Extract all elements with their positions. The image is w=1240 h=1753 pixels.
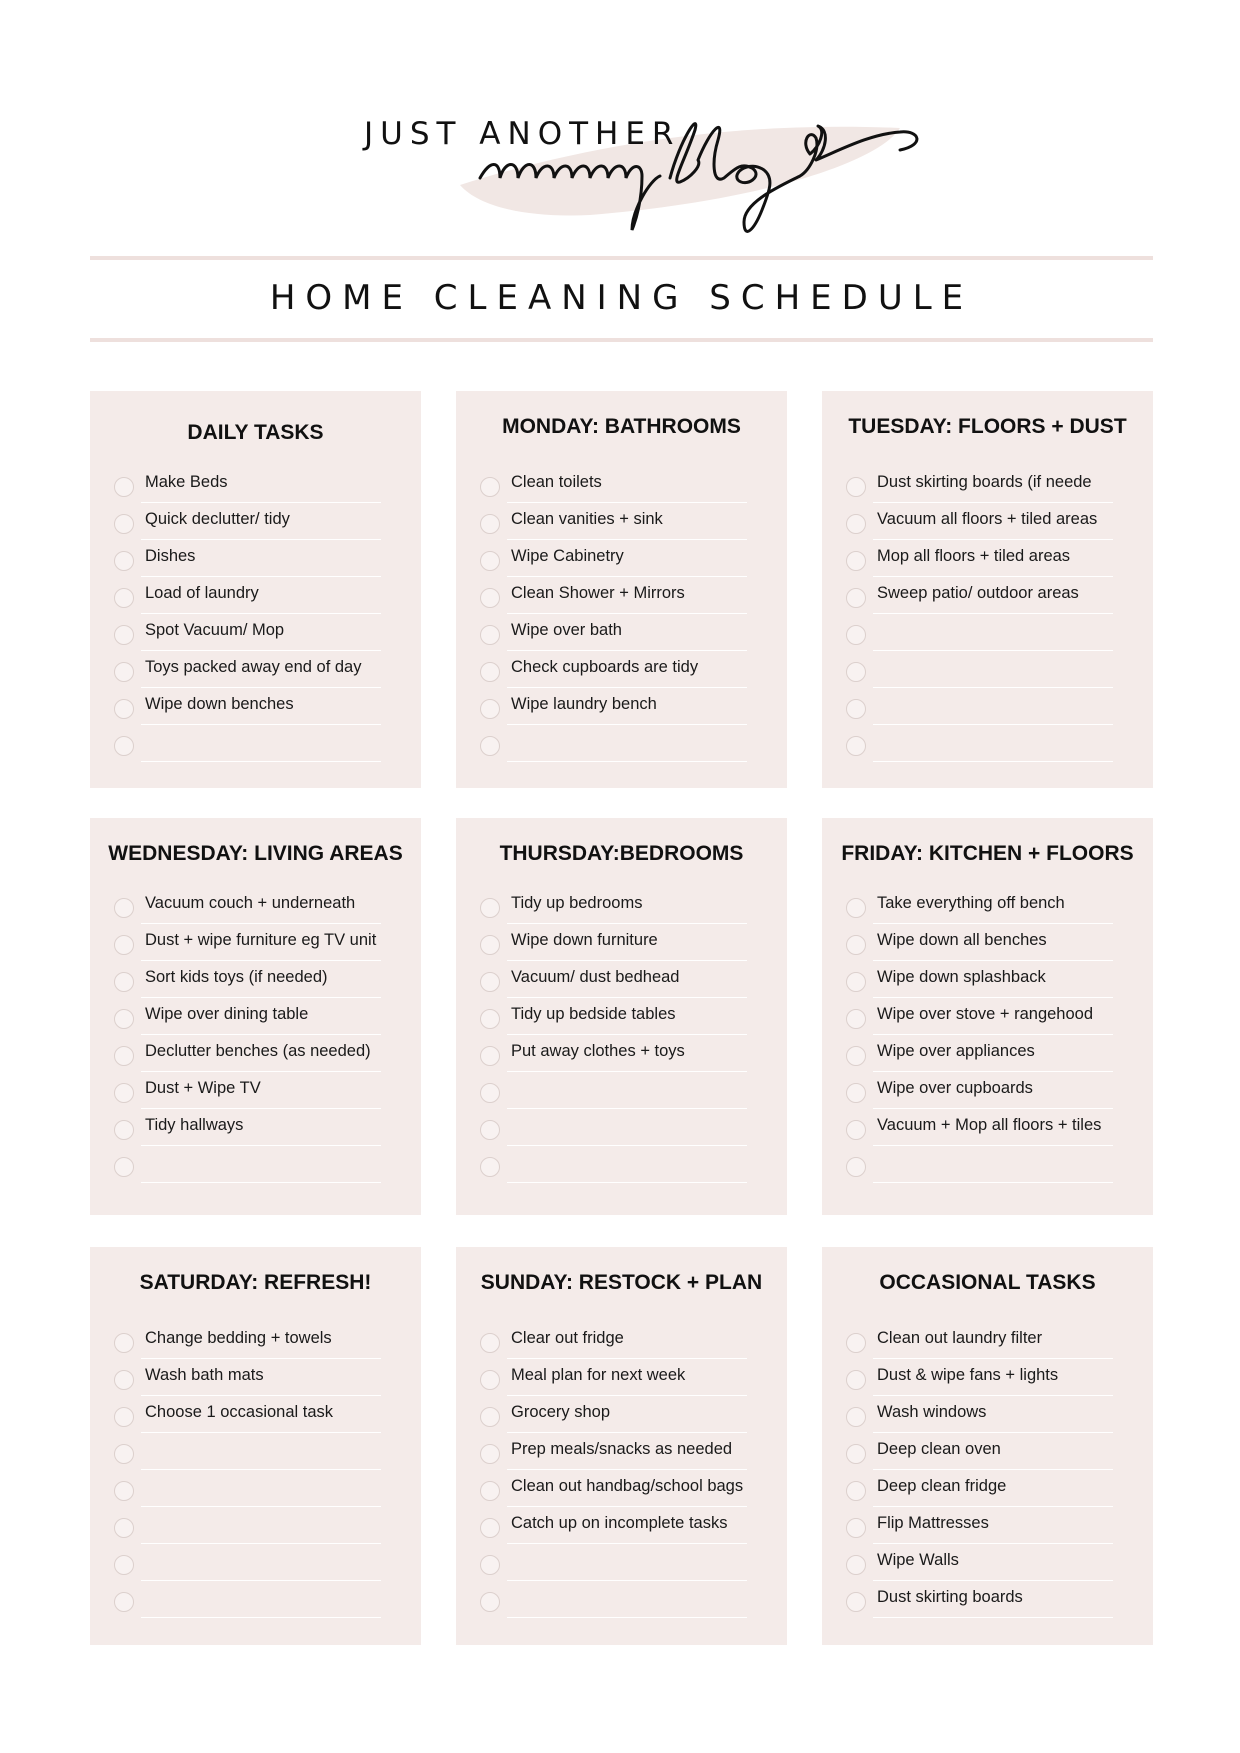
checkbox[interactable] [480, 1444, 500, 1464]
task-row[interactable] [114, 726, 414, 763]
task-label: Wipe over dining table [141, 999, 381, 1035]
task-row[interactable] [114, 1036, 414, 1073]
checkbox[interactable] [846, 662, 866, 682]
task-row[interactable] [846, 1036, 1146, 1073]
task-row[interactable] [114, 1582, 414, 1619]
checkbox[interactable] [114, 699, 134, 719]
checkbox[interactable] [480, 1370, 500, 1390]
checkbox[interactable] [114, 898, 134, 918]
task-row[interactable] [480, 999, 780, 1036]
checkbox[interactable] [114, 1592, 134, 1612]
task-row[interactable] [480, 1323, 780, 1360]
task-label: Tidy hallways [141, 1110, 381, 1146]
checkbox[interactable] [114, 1518, 134, 1538]
task-label: Wipe over stove + rangehood [873, 999, 1113, 1035]
task-row[interactable] [114, 1147, 414, 1184]
task-label [873, 1147, 1113, 1183]
checkbox[interactable] [480, 551, 500, 571]
task-label [873, 615, 1113, 651]
task-label [141, 1434, 381, 1470]
checkbox[interactable] [114, 1407, 134, 1427]
task-row[interactable] [114, 615, 414, 652]
checkbox[interactable] [114, 1046, 134, 1066]
checkbox[interactable] [846, 1407, 866, 1427]
task-label: Wipe over bath [507, 615, 747, 651]
checkbox[interactable] [114, 662, 134, 682]
task-label: Wipe down splashback [873, 962, 1113, 998]
checkbox[interactable] [114, 1083, 134, 1103]
task-label: Take everything off bench [873, 888, 1113, 924]
checkbox[interactable] [480, 1407, 500, 1427]
task-row[interactable] [114, 541, 414, 578]
task-row[interactable] [114, 1360, 414, 1397]
task-row[interactable] [480, 1036, 780, 1073]
checkbox[interactable] [846, 1555, 866, 1575]
checkbox[interactable] [846, 898, 866, 918]
checkbox[interactable] [480, 625, 500, 645]
task-row[interactable] [480, 689, 780, 726]
task-label [873, 726, 1113, 762]
checkbox[interactable] [480, 1555, 500, 1575]
task-label: Grocery shop [507, 1397, 747, 1433]
checkbox[interactable] [846, 551, 866, 571]
task-label: Clean toilets [507, 467, 747, 503]
checkbox[interactable] [114, 1120, 134, 1140]
task-row[interactable] [480, 467, 780, 504]
task-label: Vacuum all floors + tiled areas [873, 504, 1113, 540]
task-label: Deep clean oven [873, 1434, 1113, 1470]
card-title: WEDNESDAY: LIVING AREAS [108, 842, 403, 865]
card-saturday [90, 1247, 421, 1645]
checkbox[interactable] [480, 662, 500, 682]
checkbox[interactable] [846, 1333, 866, 1353]
task-row[interactable] [846, 504, 1146, 541]
card-friday [822, 818, 1153, 1215]
card-title: FRIDAY: KITCHEN + FLOORS [841, 842, 1134, 865]
task-label: Choose 1 occasional task [141, 1397, 381, 1433]
task-label: Catch up on incomplete tasks [507, 1508, 747, 1544]
page-title: HOME CLEANING SCHEDULE [269, 278, 974, 318]
task-row[interactable] [480, 504, 780, 541]
task-label: Declutter benches (as needed) [141, 1036, 381, 1072]
task-row[interactable] [114, 504, 414, 541]
task-label: Vacuum couch + underneath [141, 888, 381, 924]
task-row[interactable] [846, 1360, 1146, 1397]
checkbox[interactable] [846, 1046, 866, 1066]
card-title: THURSDAY:BEDROOMS [499, 842, 744, 865]
task-row[interactable] [480, 1073, 780, 1110]
task-label: Clean out laundry filter [873, 1323, 1113, 1359]
card-title: OCCASIONAL TASKS [879, 1271, 1096, 1294]
card-monday [456, 391, 787, 788]
task-label: Clean Shower + Mirrors [507, 578, 747, 614]
task-row[interactable] [846, 652, 1146, 689]
checkbox[interactable] [480, 1481, 500, 1501]
task-label [507, 1147, 747, 1183]
checkbox[interactable] [846, 625, 866, 645]
checkbox[interactable] [480, 1157, 500, 1177]
task-label: Wash windows [873, 1397, 1113, 1433]
task-label: Clean vanities + sink [507, 504, 747, 540]
task-row[interactable] [114, 652, 414, 689]
task-row[interactable] [480, 1147, 780, 1184]
task-label: Wipe over cupboards [873, 1073, 1113, 1109]
task-row[interactable] [114, 1110, 414, 1147]
task-label: Vacuum/ dust bedhead [507, 962, 747, 998]
checkbox[interactable] [846, 1009, 866, 1029]
checkbox[interactable] [114, 477, 134, 497]
task-label: Load of laundry [141, 578, 381, 614]
checkbox[interactable] [846, 1370, 866, 1390]
task-row[interactable] [114, 1073, 414, 1110]
task-label: Mop all floors + tiled areas [873, 541, 1113, 577]
task-label: Sort kids toys (if needed) [141, 962, 381, 998]
checkbox[interactable] [114, 1444, 134, 1464]
task-label: Toys packed away end of day [141, 652, 381, 688]
checkbox[interactable] [846, 1444, 866, 1464]
checkbox[interactable] [480, 1333, 500, 1353]
card-thursday [456, 818, 787, 1215]
task-row[interactable] [846, 1545, 1146, 1582]
task-label: Wipe down furniture [507, 925, 747, 961]
task-row[interactable] [846, 1471, 1146, 1508]
task-label [873, 689, 1113, 725]
task-label: Vacuum + Mop all floors + tiles [873, 1110, 1113, 1146]
task-row[interactable] [114, 1508, 414, 1545]
logo-top-text: JUST ANOTHER [364, 116, 681, 152]
checkbox[interactable] [846, 935, 866, 955]
task-row[interactable] [480, 1508, 780, 1545]
checkbox[interactable] [480, 699, 500, 719]
task-row[interactable] [846, 962, 1146, 999]
checkbox[interactable] [846, 1083, 866, 1103]
task-row[interactable] [846, 1397, 1146, 1434]
task-label: Put away clothes + toys [507, 1036, 747, 1072]
task-label: Wipe down benches [141, 689, 381, 725]
logo-script-graphic [340, 90, 940, 240]
checkbox[interactable] [114, 736, 134, 756]
checkbox[interactable] [480, 477, 500, 497]
task-label: Wipe Walls [873, 1545, 1113, 1581]
card-tuesday [822, 391, 1153, 788]
checkbox[interactable] [114, 625, 134, 645]
task-row[interactable] [114, 1471, 414, 1508]
task-row[interactable] [846, 578, 1146, 615]
checkbox[interactable] [846, 1157, 866, 1177]
task-label [141, 1582, 381, 1618]
checkbox[interactable] [480, 514, 500, 534]
task-label: Tidy up bedside tables [507, 999, 747, 1035]
task-row[interactable] [114, 1323, 414, 1360]
top-rule [90, 256, 1153, 260]
checkbox[interactable] [480, 1518, 500, 1538]
task-label [507, 1545, 747, 1581]
task-row[interactable] [114, 962, 414, 999]
task-row[interactable] [114, 578, 414, 615]
task-row[interactable] [480, 578, 780, 615]
checkbox[interactable] [114, 588, 134, 608]
task-row[interactable] [114, 888, 414, 925]
card-daily-tasks [90, 391, 421, 788]
task-row[interactable] [480, 1360, 780, 1397]
checkbox[interactable] [114, 1009, 134, 1029]
task-label: Wipe down all benches [873, 925, 1113, 961]
task-row[interactable] [846, 615, 1146, 652]
task-label: Dust + wipe furniture eg TV unit [141, 925, 381, 961]
task-label [873, 652, 1113, 688]
checkbox[interactable] [480, 1046, 500, 1066]
task-label [507, 1582, 747, 1618]
checkbox[interactable] [846, 1120, 866, 1140]
task-row[interactable] [846, 1508, 1146, 1545]
task-row[interactable] [480, 1545, 780, 1582]
task-label [141, 1147, 381, 1183]
checkbox[interactable] [480, 972, 500, 992]
task-row[interactable] [480, 962, 780, 999]
task-row[interactable] [846, 1582, 1146, 1619]
task-label: Clear out fridge [507, 1323, 747, 1359]
task-row[interactable] [480, 925, 780, 962]
card-title: TUESDAY: FLOORS + DUST [848, 415, 1127, 438]
task-label: Dishes [141, 541, 381, 577]
task-row[interactable] [114, 689, 414, 726]
task-label [141, 1508, 381, 1544]
card-title: SATURDAY: REFRESH! [139, 1271, 372, 1294]
task-row[interactable] [480, 1110, 780, 1147]
task-row[interactable] [846, 689, 1146, 726]
task-label [141, 726, 381, 762]
task-row[interactable] [114, 999, 414, 1036]
checkbox[interactable] [114, 1555, 134, 1575]
task-row[interactable] [846, 1073, 1146, 1110]
checkbox[interactable] [480, 898, 500, 918]
checkbox[interactable] [114, 514, 134, 534]
task-label: Check cupboards are tidy [507, 652, 747, 688]
task-row[interactable] [846, 726, 1146, 763]
task-label: Clean out handbag/school bags [507, 1471, 747, 1507]
card-wednesday [90, 818, 421, 1215]
task-row[interactable] [114, 467, 414, 504]
checkbox[interactable] [114, 972, 134, 992]
checkbox[interactable] [846, 477, 866, 497]
card-title: DAILY TASKS [187, 421, 324, 444]
task-row[interactable] [480, 615, 780, 652]
checkbox[interactable] [480, 1083, 500, 1103]
checkbox[interactable] [846, 1592, 866, 1612]
task-label: Sweep patio/ outdoor areas [873, 578, 1113, 614]
task-row[interactable] [480, 1582, 780, 1619]
task-row[interactable] [480, 726, 780, 763]
task-label: Dust & wipe fans + lights [873, 1360, 1113, 1396]
card-title: MONDAY: BATHROOMS [502, 415, 741, 438]
checkbox[interactable] [480, 736, 500, 756]
task-label [141, 1471, 381, 1507]
task-label [507, 726, 747, 762]
task-label: Deep clean fridge [873, 1471, 1113, 1507]
checkbox[interactable] [480, 1009, 500, 1029]
task-label: Dust skirting boards [873, 1582, 1113, 1618]
task-label: Spot Vacuum/ Mop [141, 615, 381, 651]
task-label: Change bedding + towels [141, 1323, 381, 1359]
task-row[interactable] [846, 1323, 1146, 1360]
task-label: Wash bath mats [141, 1360, 381, 1396]
checkbox[interactable] [480, 588, 500, 608]
task-row[interactable] [114, 925, 414, 962]
task-row[interactable] [846, 1110, 1146, 1147]
task-label: Wipe Cabinetry [507, 541, 747, 577]
task-row[interactable] [480, 541, 780, 578]
checkbox[interactable] [846, 514, 866, 534]
task-label: Flip Mattresses [873, 1508, 1113, 1544]
blog-logo [340, 90, 940, 240]
task-row[interactable] [846, 1434, 1146, 1471]
card-sunday [456, 1247, 787, 1645]
task-row[interactable] [480, 888, 780, 925]
task-label [141, 1545, 381, 1581]
task-label: Tidy up bedrooms [507, 888, 747, 924]
checkbox[interactable] [114, 1157, 134, 1177]
checkbox[interactable] [846, 736, 866, 756]
task-row[interactable] [846, 888, 1146, 925]
task-label [507, 1073, 747, 1109]
task-row[interactable] [480, 1434, 780, 1471]
checkbox[interactable] [846, 972, 866, 992]
task-row[interactable] [114, 1545, 414, 1582]
task-label: Meal plan for next week [507, 1360, 747, 1396]
task-label: Quick declutter/ tidy [141, 504, 381, 540]
checkbox[interactable] [846, 699, 866, 719]
task-label: Prep meals/snacks as needed [507, 1434, 747, 1470]
task-row[interactable] [114, 1397, 414, 1434]
task-row[interactable] [480, 1397, 780, 1434]
checkbox[interactable] [480, 1120, 500, 1140]
checkbox[interactable] [114, 1481, 134, 1501]
checkbox[interactable] [846, 1518, 866, 1538]
task-label [507, 1110, 747, 1146]
checkbox[interactable] [846, 588, 866, 608]
checkbox[interactable] [114, 551, 134, 571]
task-row[interactable] [846, 999, 1146, 1036]
task-label: Make Beds [141, 467, 381, 503]
task-row[interactable] [846, 1147, 1146, 1184]
task-row[interactable] [846, 925, 1146, 962]
checkbox[interactable] [114, 1370, 134, 1390]
bottom-rule [90, 338, 1153, 342]
checkbox[interactable] [114, 1333, 134, 1353]
task-label: Wipe over appliances [873, 1036, 1113, 1072]
checkbox[interactable] [480, 1592, 500, 1612]
task-row[interactable] [846, 541, 1146, 578]
task-label: Dust + Wipe TV [141, 1073, 381, 1109]
checkbox[interactable] [114, 935, 134, 955]
card-title: SUNDAY: RESTOCK + PLAN [480, 1271, 763, 1294]
task-row[interactable] [480, 652, 780, 689]
task-label: Wipe laundry bench [507, 689, 747, 725]
task-label: Dust skirting boards (if neede [873, 467, 1113, 503]
task-row[interactable] [480, 1471, 780, 1508]
checkbox[interactable] [846, 1481, 866, 1501]
checkbox[interactable] [480, 935, 500, 955]
task-row[interactable] [846, 467, 1146, 504]
card-occasional-tasks [822, 1247, 1153, 1645]
task-row[interactable] [114, 1434, 414, 1471]
